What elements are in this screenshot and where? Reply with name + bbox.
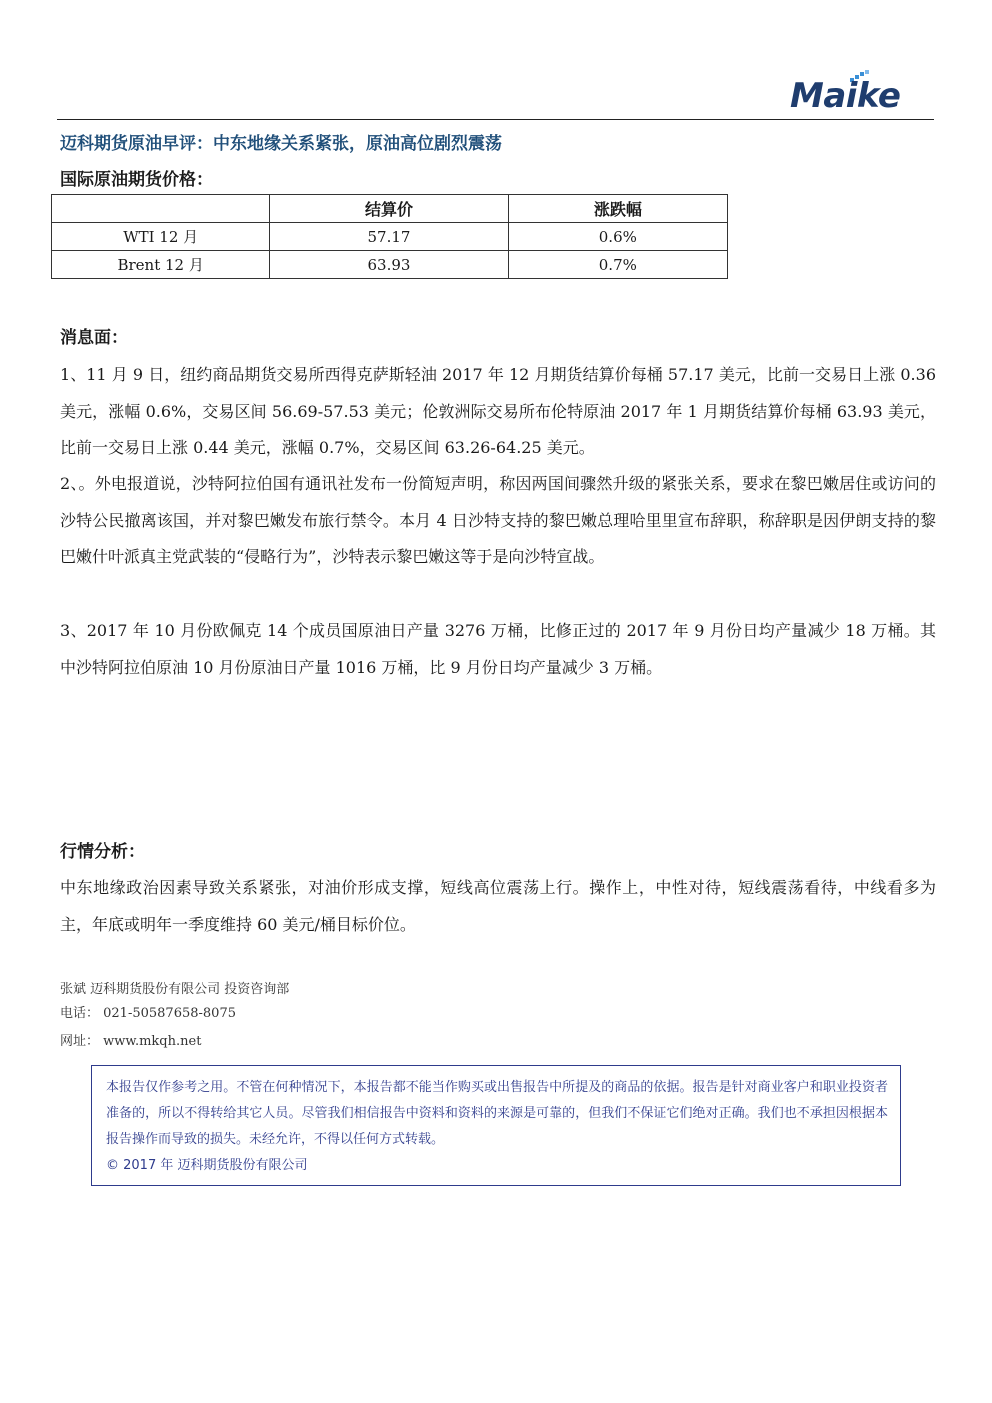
news-section-heading: 消息面： bbox=[60, 328, 128, 348]
author-line: 张斌 迈科期货股份有限公司 投资咨询部 bbox=[60, 982, 290, 997]
disclaimer-text: 本报告仅作参考之用。不管在何种情况下，本报告都不能当作购买或出售报告中所提及的商品的依据。报告是针对商业客户和职业投资者准备的，所以不得转给其它人员。尽管我们相信报告中资料和资料的来源是可靠的，但我们不保证它们绝对正确。我们也不承担因根据本报告操作而导致的损失。未经允许，不得以任何方式转载。 bbox=[106, 1080, 888, 1147]
contract-name-cell: WTI 12 月 bbox=[52, 223, 270, 251]
disclaimer-box bbox=[91, 1065, 901, 1186]
table-header-cell: 结算价 bbox=[270, 195, 508, 223]
settle-price-cell: 63.93 bbox=[270, 251, 508, 279]
header-divider bbox=[57, 119, 934, 120]
logo-text: Maike bbox=[790, 76, 901, 116]
copyright-text: © 2017 年 迈科期货股份有限公司 bbox=[106, 1158, 308, 1173]
news-item: 2、。外电报道说，沙特阿拉伯国有通讯社发布一份简短声明，称因两国间骤然升级的紧张关系，要求在黎巴嫩居住或访问的沙特公民撤离该国，并对黎巴嫩发布旅行禁令。本月 4 日沙特支持的黎巴嫩总理哈里里宣布辞职，称辞职是因伊朗支持的黎巴嫩什叶派真主党武装的“侵略行为”，沙特表示黎巴嫩这等于是向沙特宣战。 bbox=[60, 474, 936, 566]
change-pct-cell: 0.6% bbox=[508, 223, 727, 251]
website-line: 网址： www.mkqh.net bbox=[60, 1034, 202, 1049]
phone-line: 电话： 021-50587658-8075 bbox=[60, 1006, 236, 1021]
table-header-cell: 涨跌幅 bbox=[508, 195, 727, 223]
analysis-section-heading: 行情分析： bbox=[60, 842, 145, 862]
news-item: 3、2017 年 10 月份欧佩克 14 个成员国原油日产量 3276 万桶，比修正过的 2017 年 9 月份日均产量减少 18 万桶。其中沙特阿拉伯原油 10 月份原油日产量 1016 万桶，比 9 月份日均产量减少 3 万桶。 bbox=[60, 621, 936, 677]
table-header-row bbox=[52, 195, 728, 223]
news-item: 1、11 月 9 日，纽约商品期货交易所西得克萨斯轻油 2017 年 12 月期货结算价每桶 57.17 美元，比前一交易日上涨 0.36 美元，涨幅 0.6%，交易区间 56.69-57.53 美元；伦敦洲际交易所布伦特原油 2017 年 1 月期货结算价每桶 63.93 美元，比前一交易日上涨 0.44 美元，涨幅 0.7%，交易区间 63.26-64.25 美元。 bbox=[60, 365, 936, 457]
table-row bbox=[52, 251, 728, 279]
price-table bbox=[51, 194, 728, 279]
page-title: 迈科期货原油早评：中东地缘关系紧张，原油高位剧烈震荡 bbox=[60, 134, 502, 154]
contract-name-cell: Brent 12 月 bbox=[52, 251, 270, 279]
table-row bbox=[52, 223, 728, 251]
change-pct-cell: 0.7% bbox=[508, 251, 727, 279]
analysis-text: 中东地缘政治因素导致关系紧张，对油价形成支撑，短线高位震荡上行。操作上，中性对待，短线震荡看待，中线看多为主，年底或明年一季度维持 60 美元/桶目标价位。 bbox=[60, 878, 936, 934]
company-logo bbox=[790, 76, 930, 116]
settle-price-cell: 57.17 bbox=[270, 223, 508, 251]
price-section-heading: 国际原油期货价格： bbox=[60, 170, 213, 190]
table-header-cell bbox=[52, 195, 270, 223]
